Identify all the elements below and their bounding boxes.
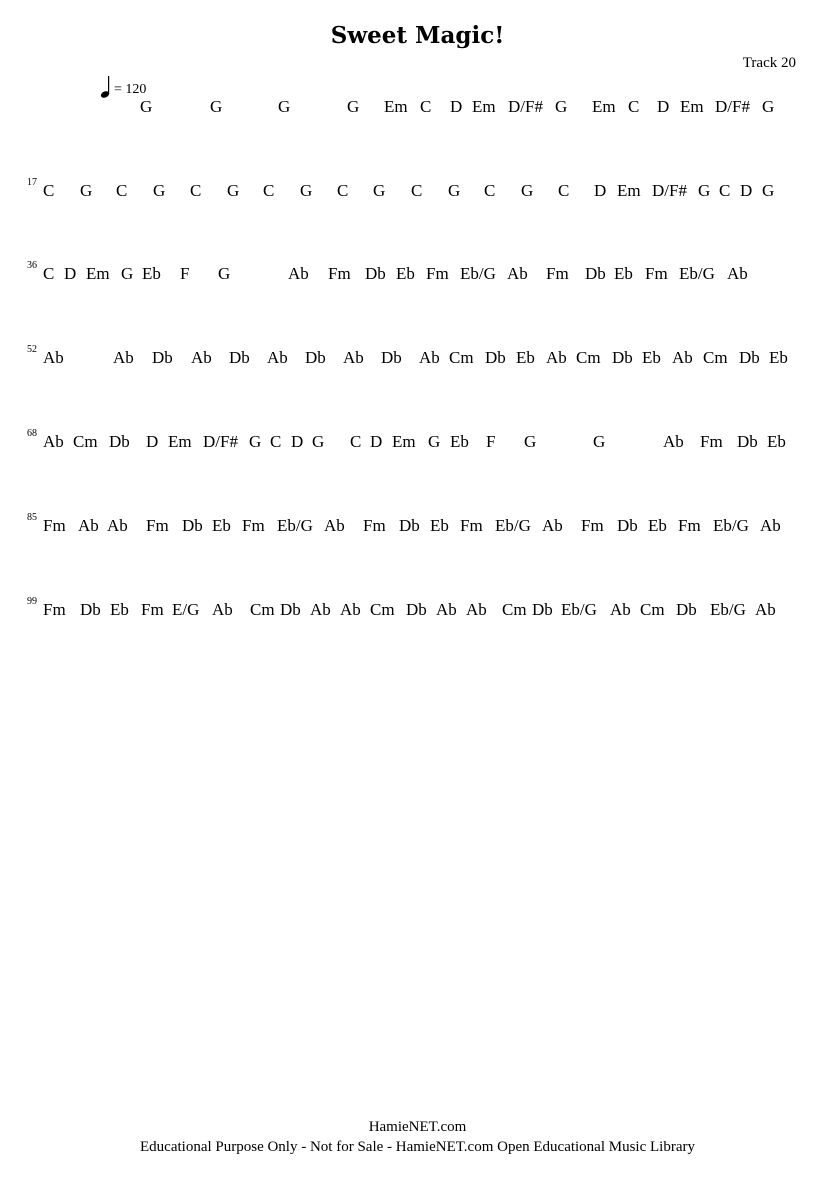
chord-symbol: G <box>698 181 711 200</box>
chord-symbol: Em <box>86 264 110 283</box>
chord-symbol: Fm <box>242 516 265 535</box>
chord-symbol: C <box>628 97 640 116</box>
chord-symbol: Cm <box>502 600 527 619</box>
chord-symbol: Db <box>485 348 506 367</box>
chord-symbol: C <box>337 181 349 200</box>
chord-symbol: Ab <box>107 516 128 535</box>
chord-symbol: Fm <box>546 264 569 283</box>
chord-symbol: G <box>347 97 360 116</box>
chord-symbol: D <box>291 432 304 451</box>
chord-symbol: Eb/G <box>561 600 597 619</box>
chord-symbol: G <box>762 97 775 116</box>
chord-symbol: D <box>450 97 463 116</box>
chord-row <box>0 260 835 288</box>
chord-symbol: Ab <box>546 348 567 367</box>
chord-symbol: G <box>227 181 240 200</box>
chord-symbol: D/F# <box>715 97 750 116</box>
chord-symbol: Cm <box>449 348 474 367</box>
chord-symbol: G <box>312 432 325 451</box>
chord-symbol: Ab <box>113 348 134 367</box>
chord-symbol: Fm <box>328 264 351 283</box>
chord-symbol: Db <box>617 516 638 535</box>
chord-symbol: Eb <box>614 264 633 283</box>
chord-symbol: Cm <box>370 600 395 619</box>
chord-symbol: Fm <box>43 600 66 619</box>
chord-symbol: D <box>64 264 77 283</box>
chord-symbol: Eb <box>642 348 661 367</box>
chord-symbol: Ab <box>343 348 364 367</box>
chord-symbol: D/F# <box>652 181 687 200</box>
chord-symbol: D/F# <box>203 432 238 451</box>
chord-symbol: Ab <box>43 348 64 367</box>
measure-number: 52 <box>27 344 37 355</box>
chord-symbol: Eb <box>767 432 786 451</box>
chord-symbol: G <box>153 181 166 200</box>
chord-symbol: Em <box>472 97 496 116</box>
chord-symbol: Em <box>168 432 192 451</box>
chord-symbol: Eb/G <box>679 264 715 283</box>
chord-symbol: Cm <box>576 348 601 367</box>
page-title: Sweet Magic! <box>330 22 505 49</box>
measure-number: 36 <box>27 260 37 271</box>
chord-symbol: Fm <box>460 516 483 535</box>
chord-symbol: Em <box>392 432 416 451</box>
footer-note: Educational Purpose Only - Not for Sale - HamieNET.com Open Educational Music Library <box>140 1139 695 1155</box>
chord-symbol: G <box>521 181 534 200</box>
chord-symbol: G <box>80 181 93 200</box>
chord-symbol: Cm <box>703 348 728 367</box>
chord-symbol: Eb <box>110 600 129 619</box>
chord-symbol: G <box>249 432 262 451</box>
chord-symbol: Em <box>384 97 408 116</box>
chord-symbol: Ab <box>43 432 64 451</box>
chord-symbol: G <box>593 432 606 451</box>
chord-symbol: Db <box>612 348 633 367</box>
chord-symbol: E/G <box>172 600 200 619</box>
chord-symbol: Db <box>182 516 203 535</box>
chord-symbol: C <box>190 181 202 200</box>
quarter-note-icon <box>100 75 114 99</box>
chord-symbol: D/F# <box>508 97 543 116</box>
chord-symbol: Ab <box>610 600 631 619</box>
chord-symbol: Fm <box>426 264 449 283</box>
chord-symbol: Ab <box>324 516 345 535</box>
chord-symbol: C <box>420 97 432 116</box>
chord-symbol: G <box>300 181 313 200</box>
chord-symbol: Ab <box>310 600 331 619</box>
chord-symbol: C <box>43 264 55 283</box>
chord-row <box>0 596 835 624</box>
chord-symbol: Db <box>676 600 697 619</box>
chord-symbol: F <box>180 264 190 283</box>
chord-row <box>0 344 835 372</box>
chord-symbol: Fm <box>678 516 701 535</box>
chord-symbol: Db <box>365 264 386 283</box>
chord-row <box>0 428 835 456</box>
chord-symbol: G <box>555 97 568 116</box>
chord-symbol: C <box>270 432 282 451</box>
chord-symbol: G <box>762 181 775 200</box>
chord-symbol: G <box>428 432 441 451</box>
tempo-value: = 120 <box>114 82 147 97</box>
chord-symbol: Db <box>305 348 326 367</box>
chord-symbol: C <box>484 181 496 200</box>
chord-symbol: Eb <box>142 264 161 283</box>
chord-symbol: C <box>411 181 423 200</box>
chord-symbol: Fm <box>700 432 723 451</box>
chord-symbol: G <box>524 432 537 451</box>
chord-symbol: Eb/G <box>495 516 531 535</box>
chord-symbol: Db <box>585 264 606 283</box>
chord-symbol: Db <box>280 600 301 619</box>
chord-symbol: G <box>210 97 223 116</box>
chord-symbol: Db <box>737 432 758 451</box>
chord-symbol: Fm <box>141 600 164 619</box>
chord-symbol: Fm <box>363 516 386 535</box>
chord-symbol: Eb <box>450 432 469 451</box>
chord-symbol: G <box>373 181 386 200</box>
chord-symbol: Cm <box>640 600 665 619</box>
chord-symbol: Eb <box>648 516 667 535</box>
chord-symbol: Eb/G <box>713 516 749 535</box>
chord-symbol: Ab <box>760 516 781 535</box>
chord-symbol: Ab <box>340 600 361 619</box>
chord-symbol: Db <box>80 600 101 619</box>
chord-symbol: Fm <box>581 516 604 535</box>
chord-symbol: Db <box>406 600 427 619</box>
chord-symbol: Ab <box>419 348 440 367</box>
chord-symbol: Ab <box>755 600 776 619</box>
chord-symbol: Ab <box>267 348 288 367</box>
chord-symbol: Ab <box>507 264 528 283</box>
chord-row <box>0 512 835 540</box>
chord-symbol: Eb/G <box>277 516 313 535</box>
chord-symbol: Em <box>617 181 641 200</box>
chord-symbol: D <box>657 97 670 116</box>
chord-symbol: Ab <box>672 348 693 367</box>
chord-symbol: G <box>218 264 231 283</box>
chord-symbol: Eb/G <box>710 600 746 619</box>
chord-symbol: Eb <box>396 264 415 283</box>
chord-symbol: Db <box>739 348 760 367</box>
chord-symbol: C <box>719 181 731 200</box>
chord-symbol: Ab <box>436 600 457 619</box>
footer-site: HamieNET.com <box>368 1119 467 1135</box>
chord-symbol: Db <box>109 432 130 451</box>
chord-symbol: Ab <box>212 600 233 619</box>
chord-symbol: Db <box>532 600 553 619</box>
chord-symbol: Fm <box>43 516 66 535</box>
chord-symbol: Eb <box>769 348 788 367</box>
chord-symbol: Em <box>680 97 704 116</box>
chord-symbol: Ab <box>727 264 748 283</box>
chord-symbol: D <box>146 432 159 451</box>
chord-symbol: Em <box>592 97 616 116</box>
chord-symbol: Ab <box>191 348 212 367</box>
chord-symbol: Ab <box>288 264 309 283</box>
chord-symbol: Db <box>399 516 420 535</box>
chord-symbol: Db <box>381 348 402 367</box>
chord-symbol: G <box>140 97 153 116</box>
chord-symbol: Db <box>152 348 173 367</box>
chord-row <box>0 97 835 121</box>
chord-symbol: C <box>263 181 275 200</box>
chord-symbol: D <box>740 181 753 200</box>
chord-symbol: Ab <box>663 432 684 451</box>
chord-symbol: G <box>121 264 134 283</box>
chord-symbol: Fm <box>146 516 169 535</box>
chord-symbol: C <box>116 181 128 200</box>
chord-symbol: G <box>448 181 461 200</box>
chord-symbol: Eb <box>430 516 449 535</box>
chord-symbol: Ab <box>542 516 563 535</box>
chord-symbol: F <box>486 432 496 451</box>
measure-number: 68 <box>27 428 37 439</box>
chord-symbol: Eb <box>212 516 231 535</box>
chord-symbol: C <box>43 181 55 200</box>
chord-symbol: G <box>278 97 291 116</box>
chord-symbol: Cm <box>73 432 98 451</box>
chord-symbol: C <box>558 181 570 200</box>
chord-symbol: D <box>370 432 383 451</box>
chord-symbol: Eb <box>516 348 535 367</box>
chord-symbol: Db <box>229 348 250 367</box>
track-label: Track 20 <box>742 55 796 71</box>
chord-row <box>0 177 835 205</box>
measure-number: 17 <box>27 177 37 188</box>
chord-symbol: Fm <box>645 264 668 283</box>
measure-number: 99 <box>27 596 37 607</box>
chord-symbol: Ab <box>466 600 487 619</box>
chord-symbol: C <box>350 432 362 451</box>
chord-symbol: Cm <box>250 600 275 619</box>
chord-symbol: Ab <box>78 516 99 535</box>
chord-symbol: Eb/G <box>460 264 496 283</box>
measure-number: 85 <box>27 512 37 523</box>
chord-symbol: D <box>594 181 607 200</box>
